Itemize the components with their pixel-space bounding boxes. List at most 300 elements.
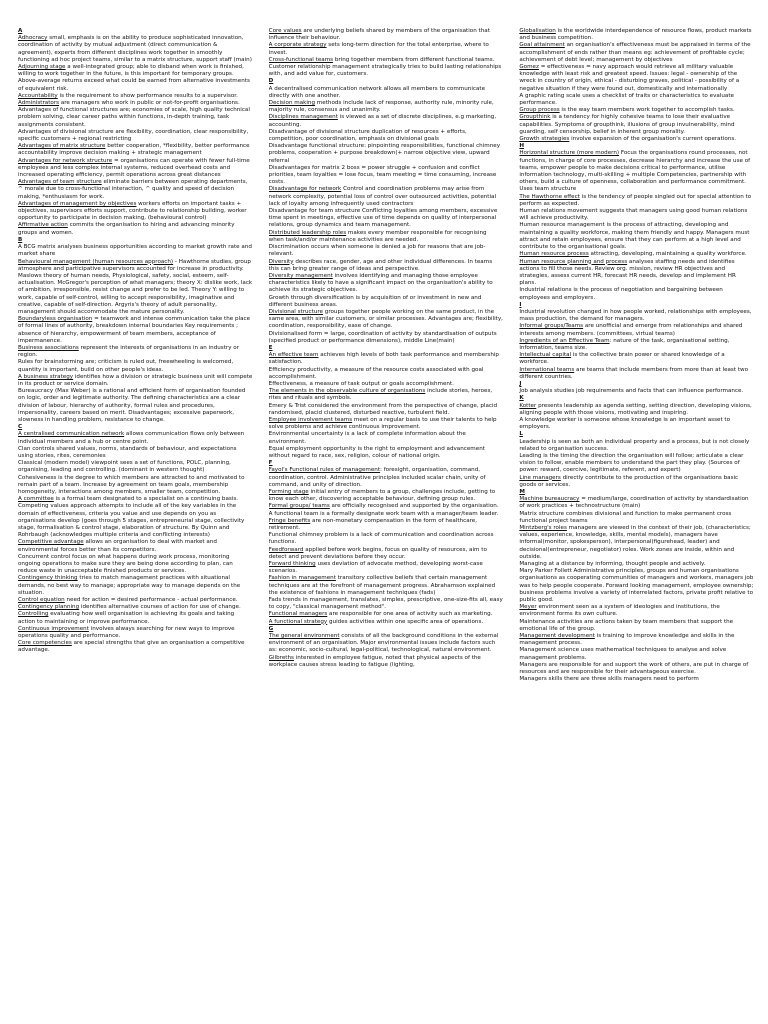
section-letter: [519, 143, 754, 150]
glossary-definition: Advantages of divisional structure are flexibility, coordination, clear responsibility, specific customers + regional restricting: [18, 128, 249, 143]
glossary-entry: [269, 381, 504, 388]
glossary-term: Employee involvement teams: [268, 416, 353, 423]
section-letter: [269, 626, 504, 633]
glossary-definition: involve expansion of the organisation's current operations.: [569, 136, 737, 143]
glossary-entry: [269, 619, 504, 626]
glossary-entry: [269, 446, 504, 460]
glossary-entry: [269, 165, 504, 187]
section-letter-text: D: [268, 78, 274, 85]
glossary-term: Competitive advantage: [18, 539, 84, 546]
glossary-definition: is the way team members work together to accomplish tasks.: [559, 107, 735, 114]
glossary-definition: is the collective brain power or shared knowledge of a workforce.: [519, 352, 725, 366]
glossary-entry: [18, 359, 253, 373]
glossary-term: Mintzberg's roles: [519, 525, 567, 532]
section-letter-text: I: [519, 301, 522, 308]
glossary-entry: [519, 647, 754, 661]
glossary-definition: are responsible for one area of activity such as marketing.: [327, 611, 493, 618]
glossary-definition: Industrial relations is the process of negotiation and bargaining between employees and employers.: [519, 287, 723, 301]
glossary-definition: is the requirement to show performance results to a supervisor.: [57, 92, 238, 99]
glossary-entry: [519, 511, 754, 525]
glossary-term: A centralised communication network: [18, 431, 125, 438]
glossary-column-3: [519, 28, 754, 1024]
glossary-term: Behavioural management (human resources approach): [18, 258, 174, 265]
glossary-entry: [519, 367, 754, 381]
glossary-term: Gomez: [519, 64, 539, 71]
glossary-definition: makes every member responsible for recognising when task/and/or maintenance activities are needed.: [268, 229, 487, 243]
glossary-entry: [269, 186, 504, 208]
glossary-definition: better cooperation, *flexibility, better performance accountability improve decision making + strategic management: [18, 143, 250, 157]
glossary-term: Groupthink: [519, 114, 551, 121]
glossary-entry: [519, 323, 754, 337]
glossary-entry: [18, 475, 253, 497]
glossary-entry: [519, 676, 754, 683]
glossary-entry: [269, 431, 504, 445]
glossary-entry: [18, 460, 253, 474]
glossary-term: Goal attainment: [519, 42, 565, 49]
glossary-term: Human resource planning and process: [519, 258, 628, 265]
glossary-definition: is the tendency of people singled out for special attention to perform as expected.: [519, 193, 752, 207]
glossary-entry: [269, 417, 504, 431]
glossary-entry: [269, 114, 504, 128]
section-letter: [519, 489, 754, 496]
glossary-definition: involves identifying and managing those employee characteristics likely to have a significant impact on the organisation's ability to achieve its strategic objectives.: [268, 272, 493, 294]
glossary-term: Contingency thinking: [18, 575, 78, 582]
glossary-term: Diversity management: [268, 272, 333, 279]
glossary-term: Informal groups/Teams: [519, 323, 584, 330]
glossary-term: Control equation: [18, 597, 65, 604]
glossary-definition: Effectiveness, a measure of task output or goals accomplishment.: [268, 380, 454, 387]
glossary-term: Fashion in management: [268, 575, 336, 582]
glossary-entry: [519, 561, 754, 568]
glossary-definition: small, emphasis is on the ability to produce sophisticated innovation, coordination of activity by mutual adjustment (direct communication & agreement), experts from different disciplines work together in smoothly functioning ad hoc project teams, similar to a matrix structure, support staff (main): [18, 35, 252, 63]
glossary-entry: [519, 417, 754, 431]
glossary-entry: [519, 259, 754, 288]
glossary-entry: [18, 35, 253, 64]
glossary-entry: [18, 626, 253, 640]
section-letter-text: J: [519, 380, 522, 387]
glossary-definition: Disadvantages for matrix 2 boss = power struggle + confusion and conflict priorities, team loyalties = lose focus, team meeting = time consuming, increase costs.: [268, 164, 497, 186]
glossary-term: Machine bureaucracy: [519, 496, 580, 503]
glossary-definition: meet on a regular basis to use their talents to help solve problems and achieve continuous improvement.: [268, 416, 497, 431]
glossary-term: Group process: [519, 107, 560, 114]
glossary-entry: [269, 273, 504, 295]
glossary-definition: eliminate barriers between operating departments, ^ morale due to cross-functional interaction, ^ quality and speed of decision making, *enthusiasm for work.: [18, 179, 248, 200]
glossary-term: Core competencies: [18, 640, 72, 647]
glossary-definition: Leading is the timing the direction the organisation will follow; articulate a clear vision to follow, enable members to understand the part they play. (Sources of power: reward, coercive, legitimate, referent, and expert): [519, 452, 744, 474]
glossary-entry: [519, 388, 754, 395]
glossary-term: Kotter: [519, 402, 537, 409]
glossary-entry: [269, 575, 504, 597]
glossary-term: Affirmative action: [18, 222, 68, 229]
glossary-definition: Management science uses mathematical techniques to analyse and solve management problems.: [519, 647, 727, 661]
glossary-definition: Managers skills there are three skills managers need to perform: [519, 676, 699, 683]
glossary-definition: Emery & Trist considered the environment from the perspective of change, placid randomised, placid clustered, disturbed reactive, turbulent field.: [268, 402, 498, 416]
glossary-term: Growth strategies: [519, 136, 570, 143]
glossary-definition: is a tendency for highly cohesive teams to lose their evaluative capabilities. Symptoms of groupthink, illusions of group invulnerability, mind guarding, self censorship, belief in inherent group morality.: [519, 114, 735, 135]
glossary-definition: are non-monetary compensation in the form of healthcare, retirement.: [268, 517, 478, 532]
glossary-definition: A decentralised communication network allows all members to communicate directly with one another.: [268, 85, 486, 99]
glossary-term: Forward thinking: [268, 561, 316, 568]
glossary-definition: initial entry of members to a group, challenges include, getting to know each other, discovering acceptable behaviour, defining group rules.: [268, 489, 496, 503]
glossary-definition: groups together people working on the same product, in the same area, with similar customers, or similar processes. Advantages are; flexibility, coordination, responsibility, ease of change.: [268, 308, 503, 330]
glossary-entry: [519, 496, 754, 510]
glossary-entry: [18, 374, 253, 388]
glossary-definition: identifies alternative courses of action for use of change.: [79, 604, 241, 611]
glossary-definition: Clan controls shared values, norms, standards of behaviour, and expectations using stories, rites, ceremonies: [18, 445, 237, 459]
glossary-entry: [269, 467, 504, 489]
glossary-entry: [519, 251, 754, 258]
glossary-entry: [18, 100, 253, 107]
glossary-definition: Human relations movement suggests that managers using good human relations will achieve productivity.: [519, 208, 748, 222]
glossary-entry: [519, 42, 754, 64]
glossary-term: Fringe benefits: [268, 517, 311, 524]
glossary-entry: [269, 57, 504, 64]
glossary-definition: Efficiency productivity, a measure of the resource costs associated with goal accomplishment.: [268, 366, 484, 380]
glossary-definition: Equal employment opportunity is the right to employment and advancement without regard to race, sex, religion, colour of national origin.: [268, 445, 485, 459]
glossary-definition: - Hawthorne studies, group atmosphere and participative supervisors accounted for increase in productivity. Maslows theory of human needs, Physiological, safety, social, esteem, self-actualisation. McGregor's perception of what managers; theory X: dislike work, lack of ambition, irresponsible, resist change and prefer to be led. Theory Y: willing to work, capable of self-control, willing to accept responsibility, imaginative and creative, capable of self-direction. Argyris's theory of adult personality, management should accommodate the mature personality.: [18, 258, 253, 315]
glossary-definition: interested in employee fatigue, noted that physical aspects of the workplace causes stress leading to fatigue (lighting,: [268, 654, 481, 668]
glossary-entry: [519, 403, 754, 417]
glossary-entry: [269, 597, 504, 611]
glossary-entry: [269, 295, 504, 309]
glossary-entry: [18, 129, 253, 143]
glossary-entry: [269, 28, 504, 42]
glossary-entry: [269, 489, 504, 503]
glossary-definition: A BCG matrix analyses business opportunities according to market growth rate and market share: [18, 244, 252, 258]
glossary-term: Functional managers: [268, 611, 328, 618]
glossary-definition: are underlying beliefs shared by members of the organisation that influence their behaviour.: [268, 28, 490, 42]
glossary-definition: Managing at a distance by informing, thought people and actively.: [519, 561, 706, 568]
glossary-entry: [519, 352, 754, 366]
glossary-entry: [18, 93, 253, 100]
glossary-term: Boundaryless organisation: [18, 316, 93, 323]
glossary-entry: [18, 107, 253, 129]
glossary-entry: [519, 287, 754, 301]
glossary-term: The elements in the observable culture of organisations: [268, 388, 426, 395]
glossary-term: A business strategy: [18, 373, 74, 380]
glossary-definition: are managers who work in public or not-for-profit organisations.: [59, 100, 240, 107]
section-letter: [519, 381, 754, 388]
glossary-term: Adjourning stage: [18, 64, 66, 71]
glossary-term: Advantages of management by objectives: [18, 200, 137, 207]
glossary-entry: [18, 179, 253, 201]
glossary-term: Ingredients of an Effective Team: [519, 337, 610, 344]
glossary-entry: [519, 222, 754, 251]
section-letter-text: A: [18, 28, 23, 34]
glossary-term: Intellectual capital: [519, 352, 572, 359]
glossary-entry: [269, 230, 504, 244]
glossary-entry: [269, 259, 504, 273]
glossary-term: Distributed leadership roles: [268, 229, 347, 236]
glossary-definition: : foresight, organisation, command, coordination, control. Administrative principles included scalar chain, unity of command, and unity of direction.: [268, 467, 486, 488]
glossary-entry: [18, 597, 253, 604]
glossary-term: Advantages of matrix structure: [18, 143, 106, 150]
glossary-definition: bring together members from different functional teams.: [333, 56, 495, 63]
glossary-entry: [519, 475, 754, 489]
glossary-term: Human resource process: [519, 251, 589, 258]
glossary-definition: include stories, heroes, rites and rituals and symbols.: [268, 388, 493, 402]
section-letter: [18, 424, 253, 431]
glossary-entry: [18, 244, 253, 258]
glossary-definition: Human resource management is the process of attracting, developing and maintaining a quality workforce, making them friendly and happy. Managers must attract and retain employees, ensure that they can perform at a high level and contribute to the organisational goals.: [519, 222, 750, 251]
glossary-term: A corporate strategy: [268, 42, 327, 49]
glossary-definition: sets long-term direction for the total enterprise, where to invest.: [268, 42, 489, 56]
glossary-entry: [519, 662, 754, 676]
glossary-definition: Environmental uncertainty is a lack of complete information about the environment.: [268, 431, 466, 445]
glossary-definition: Concurrent control focus on what happens during work process, monitoring ongoing operations to make sure they are being done according to plan, can reduce waste in unacceptable finished products or services.: [18, 553, 233, 575]
glossary-entry: [269, 208, 504, 230]
glossary-term: Accountability: [18, 92, 58, 99]
glossary-definition: commits the organisation to hiring and advancing minority groups and women.: [18, 222, 235, 236]
glossary-definition: Control and coordination problems may arise from network complexity, potential loss of control over outsourced activities, potential lack of loyalty among infrequently used contractors: [268, 186, 497, 207]
glossary-definition: Maintenance activities are actions taken by team members that support the emotional life of the group.: [519, 618, 734, 632]
glossary-term: Horizontal structure (more modern): [519, 150, 620, 157]
glossary-entry: [519, 114, 754, 136]
glossary-entry: [269, 655, 504, 669]
glossary-entry: [18, 575, 253, 597]
glossary-entry: [269, 309, 504, 331]
glossary-definition: Above-average returns exceed what could be earned from alternative investments of equivalent risk.: [18, 78, 250, 92]
glossary-definition: Competing values approach attempts to include all of the key variables in the domain of effectiveness, criteria you value and use depends on you as organisations develop (goes through 5 stages, entrepreneurial stage, collectivity stage, formalisation & control stage, elaboration of structure. By Quinn and Rohrbaugh (acknowledges multiple criteria and conflicting interests): [18, 503, 245, 539]
glossary-entry: [519, 107, 754, 114]
glossary-definition: is a formal team designated to a specialist on a continuing basis.: [53, 496, 239, 503]
glossary-entry: [269, 532, 504, 546]
glossary-definition: are unofficial and emerge from relationships and shared interests among members. (committees, virtual teams): [519, 323, 743, 337]
glossary-definition: Functional chimney problem is a lack of communication and coordination across functions.: [268, 532, 494, 546]
glossary-definition: = organisations can operate with fewer full-time employees and less complex internal systems, reduced overhead costs and increased operating efficiency, permit operations across great distances: [18, 157, 250, 179]
section-letter: [269, 460, 504, 467]
glossary-definition: = medium/large, coordination of activity by standardisation of work practices + technostructure (main): [519, 496, 749, 510]
glossary-column-1: [18, 28, 253, 1024]
glossary-definition: transitory collective beliefs that certain management techniques are at the forefront of management progress. Abrahamson explained the existence of fashions in management techniques (fads): [268, 575, 496, 596]
glossary-term: Core values: [268, 28, 302, 34]
section-letter: [519, 431, 754, 438]
glossary-term: Business associations: [18, 344, 79, 351]
glossary-entry: [519, 453, 754, 475]
glossary-definition: a well-integrated group; able to disband when work is finished, willing to work together in the future, is this important for temporary groups.: [18, 64, 244, 78]
glossary-definition: guides activities within one specific area of operations.: [327, 618, 484, 625]
glossary-definition: allows an organisation to deal with market and environmental forces better than its competitors.: [18, 539, 217, 553]
glossary-entry: [519, 338, 754, 352]
glossary-definition: managers are viewed in the context of their job, (characteristics; values, experience, knowledge, skills, mental models), managers have informal(monitor, spokesperson), interpersonal(figurehead, leader) and decisional(entrepreneur, negotiator) roles. Work zones are inside, within and outside.: [519, 525, 751, 560]
section-letter: [519, 302, 754, 309]
glossary-definition: Discrimination occurs when someone is denied a job for reasons that are job-relevant.: [268, 244, 486, 258]
glossary-entry: [519, 619, 754, 633]
glossary-definition: environment seen as a system of ideologies and institutions, the environment forms its own culture.: [519, 604, 720, 618]
glossary-definition: identifies how a division or strategic business unit will compete in its product or service domain.: [18, 373, 253, 387]
glossary-term: Fayol's Functional rules of management: [268, 467, 381, 474]
glossary-entry: [18, 496, 253, 503]
glossary-entry: [18, 388, 253, 424]
glossary-entry: [519, 136, 754, 143]
glossary-definition: A graphic rating scale uses a checklist of traits or characteristics to evaluate performance.: [519, 92, 734, 107]
glossary-term: Meyer: [519, 604, 537, 611]
glossary-definition: presents leadership as agenda setting, setting direction, developing visions, aligning people with those visions, motivating and inspiring.: [519, 402, 752, 416]
section-letter: [269, 345, 504, 352]
glossary-term: An effective team: [268, 352, 319, 359]
section-letter-text: H: [519, 143, 525, 150]
glossary-entry: [269, 367, 504, 381]
glossary-definition: applied before work begins, focus on quality of resources, aim to detect and prevent deviations before they occur.: [268, 546, 487, 560]
glossary-definition: achieves high levels of both task performance and membership satisfaction.: [268, 352, 499, 366]
glossary-entry: [18, 316, 253, 345]
glossary-definition: Advantages of functional structures are; economies of scale, high quality technical problem solving, clear career paths within functions, in-depth training, task assignments consistent.: [18, 107, 250, 128]
glossary-definition: Bureaucracy (Max Weber) is a rational and efficient form of organisation founded on logic, order and legitimate authority. The defining characteristics are a clear division of labour, hierarchy of authority, formal rules and procedures, impersonality, careers based on merit. Disadvantages; excessive paperwork, slowness in handling problem, resistance to change.: [18, 388, 246, 423]
glossary-definition: Matrix structure combines divisional and function to make permanent cross functional project teams: [519, 510, 732, 524]
glossary-entry: [269, 503, 504, 517]
glossary-definition: Disadvantage for team structure Conflicting loyalties among members, excessive time spent in meetings, effective use of time depends on quality of interpersonal relations, group dynamics and team management.: [268, 208, 498, 229]
glossary-entry: [269, 547, 504, 561]
glossary-definition: need for action = desired performance - actual performance.: [64, 597, 238, 604]
glossary-definition: describes race, gender, age and other individual differences. In teams this can bring greater range of ideas and perspective.: [268, 258, 493, 272]
section-letter: [18, 28, 253, 35]
glossary-definition: : nature of the task, organisational setting, information, teams size.: [519, 337, 730, 351]
glossary-entry: [18, 222, 253, 236]
section-letter-text: L: [519, 431, 523, 438]
glossary-term: International teams: [519, 366, 575, 373]
glossary-definition: Focus the organisations round processes, not functions, in charge of core processes, decrease hierarchy and increase the use of teams, empower people to make decisions critical to performance, utilise information technology, multi-skilling + multiple Competencies, partnership with others, build a culture of openness, collaboration and performance commitment. Uses team structure: [519, 150, 751, 193]
glossary-term: Forming stage: [268, 489, 309, 495]
glossary-definition: are special strengths that give an organisation a competitive advantage.: [18, 640, 245, 654]
glossary-entry: [269, 100, 504, 114]
glossary-entry: [519, 208, 754, 222]
glossary-entry: [18, 539, 253, 553]
glossary-definition: is viewed as a set of discrete disciplines, e.g marketing, accounting.: [268, 114, 497, 128]
glossary-entry: [269, 244, 504, 258]
glossary-term: The general environment: [268, 633, 340, 640]
section-letter-text: G: [268, 625, 274, 632]
glossary-entry: [519, 150, 754, 193]
glossary-entry: [519, 568, 754, 604]
glossary-entry: [269, 331, 504, 345]
glossary-definition: Growth through diversification is by acquisition of or investment in new and different business areas.: [268, 294, 482, 308]
glossary-definition: Industrial revolution changed in how people worked, relationships with employees, mass production, the demand for managers.: [519, 308, 752, 323]
glossary-definition: are officially recognised and supported by the organisation. A functional team is a formally designate work team with a manager/team leader.: [268, 503, 499, 517]
glossary-entry: [519, 525, 754, 561]
glossary-entry: [18, 259, 253, 317]
section-letter-text: K: [519, 395, 524, 402]
glossary-entry: [18, 446, 253, 460]
glossary-definition: Disadvantage functional structure: pinpointing responsibilities, functional chimney problems, cooperation + purpose breakdown(+ narrow objective view, upward referral: [268, 143, 501, 164]
glossary-entry: [18, 78, 253, 92]
glossary-term: Controlling: [18, 611, 49, 618]
glossary-entry: [269, 403, 504, 417]
glossary-definition: Leadership is seen as both an individual property and a process, but is not closely related to organisation success.: [519, 438, 750, 452]
glossary-entry: [18, 64, 253, 78]
glossary-entry: [18, 345, 253, 359]
glossary-entry: [519, 194, 754, 208]
glossary-entry: [18, 640, 253, 654]
glossary-definition: directly contribute to the production of the organisations basic goods or services.: [519, 474, 739, 488]
glossary-definition: Fads trends in management, translates, simplex, prescriptive, one-size-fits all, easy to copy, "classical management method".: [268, 597, 503, 611]
glossary-term: Management development: [519, 633, 595, 640]
glossary-term: Disciplines management: [268, 114, 338, 121]
glossary-definition: methods include lack of response, authority rule, minority rule, majority rule, consensus and unanimity.: [268, 100, 494, 114]
glossary-definition: = effectiveness = navy approach would retrieve all military valuable knowledge with least risk and greatest speed. Issues: legal - ownership of the wreck in country of origin, ethical - disturbing graves, political - possibility of a negative situation if they were found out, domestically and internationally: [519, 64, 740, 92]
glossary-term: A committee: [18, 496, 54, 503]
section-letter: [519, 395, 754, 402]
glossary-term: Gilbreths: [268, 654, 294, 661]
glossary-definition: workers efforts on important tasks + objectives, supervisors efforts support, contribute to relationship building, worker opportunity to participate in decision making, (behavioural control): [18, 200, 247, 222]
glossary-definition: tries to match management practices with situational demands, no best way to manage; appropriate way to manage depends on the situation.: [18, 575, 241, 596]
glossary-entry: [269, 143, 504, 165]
glossary-definition: represent the interests of organisations in an industry or region.: [18, 344, 240, 359]
glossary-term: Globalisation: [519, 28, 556, 34]
glossary-term: Administrators: [18, 100, 60, 107]
glossary-entry: [269, 86, 504, 100]
glossary-definition: A knowledge worker is someone whose knowledge is an important asset to employers.: [519, 416, 731, 431]
glossary-entry: [18, 554, 253, 576]
glossary-term: Formal groups/ teams: [268, 503, 330, 510]
glossary-entry: [519, 64, 754, 93]
glossary-definition: allows communication flows only between individual members and a hub or centre point.: [18, 431, 245, 445]
glossary-entry: [269, 129, 504, 143]
glossary-entry: [519, 604, 754, 618]
glossary-term: Diversity: [268, 258, 294, 265]
glossary-entry: [269, 352, 504, 366]
glossary-term: Decision making: [268, 100, 316, 107]
glossary-definition: Cohesiveness is the degree to which members are attracted to and motivated to remain part of a team. Increase by agreement on team goals, membership homogeneity, interactions among members, smaller team, competition.: [18, 474, 245, 495]
glossary-term: Advantages for network structure: [18, 157, 113, 164]
glossary-entry: [18, 503, 253, 539]
glossary-definition: attracting, developing, maintaining a quality workforce.: [588, 251, 747, 258]
glossary-entry: [269, 561, 504, 575]
glossary-entry: [269, 42, 504, 56]
glossary-definition: is training to improve knowledge and skills in the management process.: [519, 633, 735, 647]
glossary-entry: [519, 28, 754, 42]
section-letter: [18, 237, 253, 244]
glossary-definition: Managers are responsible for and support the work of others, are put in charge of resources and are responsible for their advantageous exercise.: [519, 661, 749, 676]
glossary-term: Divisional structure: [268, 308, 323, 315]
glossary-term: Cross-functional teams: [268, 56, 334, 63]
section-letter-text: E: [268, 344, 273, 351]
section-letter-text: F: [268, 460, 273, 467]
glossary-term: Disadvantage for network: [268, 186, 342, 193]
glossary-definition: = teamwork and intense communication take the place of formal lines of authority, breakdown internal boundaries Key requirements ; absence of hierarchy, empowerment of team members, acceptance of impermanence.: [18, 316, 251, 344]
glossary-entry: [269, 518, 504, 532]
glossary-column-2: [269, 28, 504, 1024]
glossary-entry: [269, 633, 504, 655]
glossary-term: Contingency planning: [18, 604, 80, 611]
glossary-entry: [519, 309, 754, 323]
glossary-entry: [269, 64, 504, 78]
section-letter: [269, 78, 504, 85]
glossary-entry: [519, 93, 754, 107]
glossary-entry: [269, 388, 504, 402]
glossary-term: Adhocracy: [18, 35, 48, 42]
glossary-definition: consists of all the background conditions in the external environment of an organisation. Major environmental issues include factors such as: economic, socio-cultural, legal-political, technological, natural environment.: [268, 633, 499, 654]
glossary-entry: [519, 633, 754, 647]
glossary-definition: Mary Parker Follett Administrative principles, groups and human organisations organisations as cooperating communities of managers and workers, managers job was to help people cooperate. Forward looking management, employee ownership; business problems involve a variety of interrelated factors, private profit relative to public good.: [519, 568, 754, 604]
glossary-term: The Hawthorne effect: [519, 193, 580, 200]
glossary-definition: evaluating how well organisation is achieving its goals and taking action to maintaining or improve performance.: [18, 611, 235, 625]
glossary-term: Advantages of team structure: [18, 179, 102, 186]
glossary-definition: Rules for brainstorming are; criticism is ruled out, freewheeling is welcomed, quantity is important, build on other people's ideas.: [18, 359, 234, 373]
glossary-term: Continuous improvement: [18, 625, 89, 632]
glossary-definition: uses deviation of advocate method, developing worst-case scenarios.: [268, 561, 483, 575]
glossary-definition: Customer relationship management strategically tries to build lasting relationships with, and add value for, customers.: [268, 64, 502, 78]
section-letter-text: M: [519, 489, 525, 495]
glossary-entry: [18, 201, 253, 223]
glossary-definition: are teams that include members from more than at least two different countries.: [519, 366, 749, 380]
glossary-term: Line managers: [519, 474, 561, 481]
glossary-definition: involves always searching for new ways to improve operations quality and performance.: [18, 625, 235, 640]
glossary-term: A functional strategy: [268, 618, 328, 625]
glossary-entry: [519, 439, 754, 453]
section-letter-text: B: [18, 236, 23, 243]
glossary-definition: Classical (modern model) viewpoint sees a set of functions, POLC, planning, organising, leading and controlling. (dominant in western thought): [18, 460, 231, 474]
glossary-definition: analyses staffing needs and identifies actions to fill those needs. Review org. mission, review HR objectives and strategies, assess current HR, forecast HR needs, develop and implement HR plans.: [519, 258, 736, 287]
